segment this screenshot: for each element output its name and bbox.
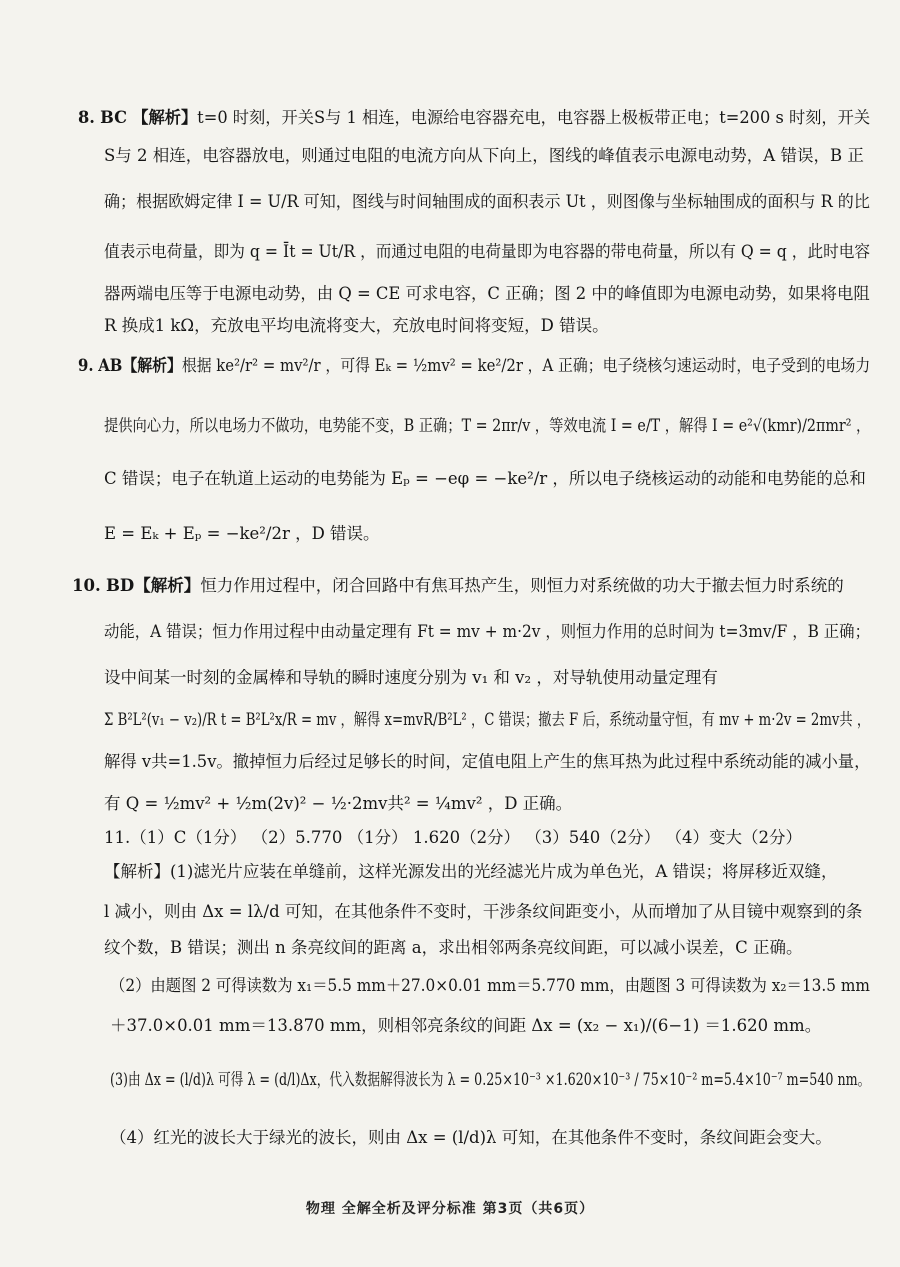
text-line: Σ B²L²(v₁ − v₂)/R t = B²L²x/R = mv ，解得 x=mvR/B²L² ，C 错误；撤去 F 后，系统动量守恒，有 mv + m·2v = 2mv共 ， xyxy=(104,710,871,729)
text-line: 【解析】(1)滤光片应装在单缝前，这样光源发出的光经滤光片成为单色光，A 错误；将屏移近双缝， xyxy=(104,862,838,881)
analysis-tag: 【解析】 xyxy=(132,108,198,127)
question-number: 10. xyxy=(72,576,101,595)
page-footer: 物理 全解全析及评分标准 第3页（共6页） xyxy=(305,1201,595,1217)
text-line: 设中间某一时刻的金属棒和导轨的瞬时速度分别为 v₁ 和 v₂ ，对导轨使用动量定理有 xyxy=(104,668,718,687)
answer-letters: BD xyxy=(105,576,135,595)
text-line: R 换成1 kΩ，充放电平均电流将变大，充放电时间将变短，D 错误。 xyxy=(104,316,609,335)
answer-summary: 11.（1）C（1分） （2）5.770 （1分） 1.620（2分） （3）540（2分） （4）变大（2分） xyxy=(104,828,803,847)
text-line: 确；根据欧姆定律 I = U/R 可知，图线与时间轴围成的面积表示 Ut ，则图像与坐标轴围成的面积与 R 的比 xyxy=(104,192,870,211)
text-line: 根据 ke²/r² = mv²/r ，可得 Eₖ = ½mv² = ke²/2r ，A 正确；电子绕核匀速运动时，电子受到的电场力 xyxy=(181,356,871,375)
text-line: 纹个数，B 错误；测出 n 条亮纹间的距离 a，求出相邻两条亮纹间距，可以减小误差，C 正确。 xyxy=(104,938,803,957)
text-line: E = Eₖ + Eₚ = −ke²/2r ，D 错误。 xyxy=(104,524,380,543)
text-line: 值表示电荷量，即为 q = Īt = Ut/R ，而通过电阻的电荷量即为电容器的带电荷量，所以有 Q = q ，此时电容 xyxy=(104,242,871,261)
answer-letters: AB xyxy=(98,356,123,375)
text-line: （2）由题图 2 可得读数为 x₁＝5.5 mm＋27.0×0.01 mm＝5.770 mm，由题图 3 可得读数为 x₂＝13.5 mm xyxy=(110,976,870,995)
text-line: C 错误；电子在轨道上运动的电势能为 Eₚ = −eφ = −ke²/r ，所以电子绕核运动的动能和电势能的总和 xyxy=(104,469,866,488)
question-number: 9. xyxy=(78,356,94,375)
text-line: S与 2 相连，电容器放电，则通过电阻的电流方向从下向上，图线的峰值表示电源电动势，A 错误，B 正 xyxy=(104,146,864,165)
text-line: 恒力作用过程中，闭合回路中有焦耳热产生，则恒力对系统做的功大于撤去恒力时系统的 xyxy=(200,576,844,595)
answer-letters: BC xyxy=(100,108,128,127)
text-line: l 减小，则由 Δx = lλ/d 可知，在其他条件不变时，干涉条纹间距变小，从而增加了从目镜中观察到的条 xyxy=(104,902,863,921)
q9-line-1 xyxy=(78,352,870,376)
q8-line-1 xyxy=(78,104,870,128)
question-number: 8. xyxy=(78,108,95,127)
text-line: 动能，A 错误；恒力作用过程中由动量定理有 Ft = mv + m·2v ，则恒力作用的总时间为 t=3mv/F ，B 正确； xyxy=(104,622,870,641)
text-line: t=0 时刻，开关S与 1 相连，电源给电容器充电，电容器上极板带正电；t=200 s 时刻，开关 xyxy=(197,108,871,127)
text-line: (3)由 Δx = (l/d)λ 可得 λ = (d/l)Δx，代入数据解得波长为 λ = 0.25×10⁻³ ×1.620×10⁻³ / 75×10⁻² m=5.4×10⁻⁷ m=540 nm。 xyxy=(110,1070,871,1089)
text-line: 提供向心力，所以电场力不做功，电势能不变，B 正确；T = 2πr/v ，等效电流 I = e/T ，解得 I = e²√(kmr)/2πmr² ， xyxy=(104,416,871,435)
analysis-tag: 【解析】 xyxy=(134,576,201,595)
text-line: 解得 v共=1.5v。撤掉恒力后经过足够长的时间，定值电阻上产生的焦耳热为此过程中系统动能的减小量， xyxy=(104,752,871,771)
q10-line-1 xyxy=(72,572,844,596)
text-line: （4）红光的波长大于绿光的波长，则由 Δx = (l/d)λ 可知，在其他条件不变时，条纹间距会变大。 xyxy=(110,1128,832,1147)
text-line: 有 Q = ½mv² + ½m(2v)² − ½·2mv共² = ¼mv² ，D 正确。 xyxy=(104,794,573,813)
analysis-tag: 【解析】 xyxy=(122,356,182,375)
text-line: 器两端电压等于电源电动势，由 Q = CE 可求电容，C 正确；图 2 中的峰值即为电源电动势，如果将电阻 xyxy=(104,284,870,303)
text-line: ＋37.0×0.01 mm＝13.870 mm，则相邻亮条纹的间距 Δx = (x₂ − x₁)/(6−1) ＝1.620 mm。 xyxy=(110,1016,822,1035)
